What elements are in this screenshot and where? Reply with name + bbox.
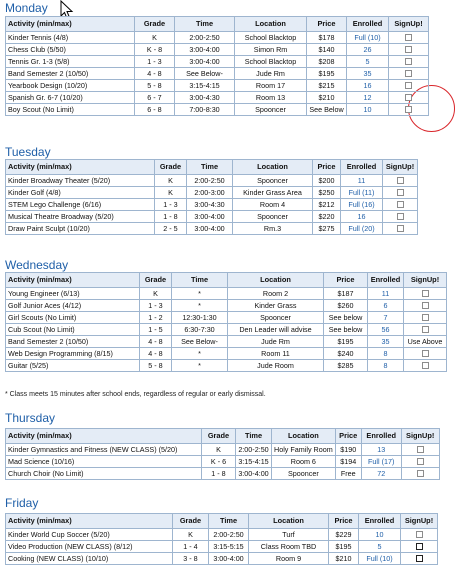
- cell-grade: 3 - 8: [173, 553, 209, 565]
- cell-location: Room 6: [272, 456, 336, 468]
- tuesday-heading: Tuesday: [5, 145, 51, 159]
- cell-grade: 5 - 8: [135, 80, 175, 92]
- table-row: [6, 324, 447, 336]
- column-header-grade: Grade: [202, 429, 236, 444]
- cell-price: See below: [324, 324, 368, 336]
- cell-time: 2:00-2:50: [175, 32, 235, 44]
- cell-location: Spooncer: [272, 468, 336, 480]
- cell-grade: 4 - 8: [135, 68, 175, 80]
- column-header-activity: Activity (min/max): [6, 17, 135, 32]
- cell-enrolled[interactable]: 7: [368, 312, 404, 324]
- cell-time: See Below-: [172, 336, 228, 348]
- cell-time: 3:15-5:15: [209, 541, 249, 553]
- cell-grade: 4 - 8: [140, 336, 172, 348]
- signup-checkbox[interactable]: [422, 290, 429, 297]
- cell-price: $210: [307, 92, 347, 104]
- cell-price: $215: [307, 80, 347, 92]
- column-header-activity: Activity (min/max): [6, 514, 173, 529]
- cell-location: Room 11: [228, 348, 324, 360]
- cell-location: Spooncer: [233, 175, 313, 187]
- table-row: [6, 444, 440, 456]
- cell-time: 2:00-2:50: [236, 444, 272, 456]
- signup-checkbox[interactable]: [405, 34, 412, 41]
- table-row: [6, 456, 440, 468]
- column-header-time: Time: [172, 273, 228, 288]
- cell-signup: [389, 32, 429, 44]
- cell-activity: Boy Scout (No Limit): [6, 104, 135, 116]
- cell-price: $200: [313, 175, 341, 187]
- column-header-signup: SignUp!: [389, 17, 429, 32]
- column-header-enrolled: Enrolled: [359, 514, 401, 529]
- column-header-time: Time: [175, 17, 235, 32]
- cell-signup: [389, 104, 429, 116]
- column-header-price: Price: [335, 429, 361, 444]
- cell-time: *: [172, 360, 228, 372]
- signup-checkbox[interactable]: [397, 177, 404, 184]
- column-header-location: Location: [233, 160, 313, 175]
- cell-price: $240: [324, 348, 368, 360]
- cell-location: Jude Room: [228, 360, 324, 372]
- cell-signup: [404, 336, 447, 348]
- column-header-activity: Activity (min/max): [6, 160, 155, 175]
- cell-grade: 1 - 8: [155, 211, 187, 223]
- monday-schedule-table: [5, 16, 429, 116]
- column-header-price: Price: [324, 273, 368, 288]
- cell-enrolled[interactable]: 12: [347, 92, 389, 104]
- cell-signup: [404, 300, 447, 312]
- cell-activity: Kinder Gymnastics and Fitness (NEW CLASS) (5/20): [6, 444, 202, 456]
- cell-price: $195: [329, 541, 359, 553]
- cell-price: See below: [324, 312, 368, 324]
- cell-activity: Kinder Tennis (4/8): [6, 32, 135, 44]
- cell-time: 3:00-4:00: [175, 44, 235, 56]
- cell-location: Spooncer: [235, 104, 307, 116]
- cell-enrolled[interactable]: Full (17): [361, 456, 401, 468]
- table-row: [6, 44, 429, 56]
- cell-price: $275: [313, 223, 341, 235]
- signup-checkbox[interactable]: [397, 225, 404, 232]
- table-row: [6, 187, 418, 199]
- column-header-location: Location: [228, 273, 324, 288]
- cell-signup: [401, 541, 438, 553]
- cell-grade: 1 - 8: [202, 468, 236, 480]
- table-header-row: [6, 17, 429, 32]
- signup-checkbox[interactable]: [422, 302, 429, 309]
- cell-enrolled[interactable]: 72: [361, 468, 401, 480]
- cell-activity: Mad Science (10/16): [6, 456, 202, 468]
- cell-enrolled[interactable]: 10: [347, 104, 389, 116]
- cell-location: Room 17: [235, 80, 307, 92]
- cell-time: 3:00-4:30: [187, 199, 233, 211]
- signup-checkbox[interactable]: [405, 58, 412, 65]
- cell-activity: Girl Scouts (No Limit): [6, 312, 140, 324]
- table-row: [6, 223, 418, 235]
- cell-time: 3:00-4:30: [175, 92, 235, 104]
- cell-location: Room 13: [235, 92, 307, 104]
- cell-location: Kinder Grass Area: [233, 187, 313, 199]
- cell-time: 3:00-4:00: [175, 56, 235, 68]
- cell-grade: 1 - 3: [155, 199, 187, 211]
- cell-grade: 4 - 8: [140, 348, 172, 360]
- cell-activity: Tennis Gr. 1-3 (5/8): [6, 56, 135, 68]
- cell-grade: K: [202, 444, 236, 456]
- friday-schedule-table: [5, 513, 438, 565]
- cell-signup: [389, 68, 429, 80]
- cell-activity: Chess Club (5/50): [6, 44, 135, 56]
- cell-time: 3:00-4:00: [187, 223, 233, 235]
- column-header-signup: SignUp!: [404, 273, 447, 288]
- cell-location: Kinder Grass: [228, 300, 324, 312]
- cell-grade: 1 - 4: [173, 541, 209, 553]
- column-header-grade: Grade: [135, 17, 175, 32]
- cell-enrolled[interactable]: 16: [347, 80, 389, 92]
- cell-location: Turf: [249, 529, 329, 541]
- cell-enrolled[interactable]: Full (10): [359, 553, 401, 565]
- signup-checkbox[interactable]: [416, 555, 423, 562]
- cell-price: $210: [329, 553, 359, 565]
- table-row: [6, 288, 447, 300]
- cell-signup: [404, 348, 447, 360]
- column-header-time: Time: [209, 514, 249, 529]
- cell-time: 2:00-2:50: [209, 529, 249, 541]
- cell-location: Room 4: [233, 199, 313, 211]
- cell-grade: 6 - 7: [135, 92, 175, 104]
- table-row: [6, 348, 447, 360]
- cell-time: *: [172, 288, 228, 300]
- cell-enrolled[interactable]: 35: [347, 68, 389, 80]
- column-header-grade: Grade: [155, 160, 187, 175]
- cell-enrolled[interactable]: 8: [368, 348, 404, 360]
- signup-checkbox[interactable]: [422, 362, 429, 369]
- cell-activity: Web Design Programming (8/15): [6, 348, 140, 360]
- cell-signup: [404, 312, 447, 324]
- cell-time: 3:15-4:15: [175, 80, 235, 92]
- wednesday-footnote: * Class meets 15 minutes after school ends, regardless of regular or early dismissal.: [5, 391, 266, 398]
- cell-price: $178: [307, 32, 347, 44]
- cell-time: 2:00-2:50: [187, 175, 233, 187]
- signup-checkbox[interactable]: [397, 213, 404, 220]
- cell-location: Class Room TBD: [249, 541, 329, 553]
- cell-enrolled[interactable]: 8: [368, 360, 404, 372]
- cell-enrolled[interactable]: 56: [368, 324, 404, 336]
- cell-activity: Kinder Golf (4/8): [6, 187, 155, 199]
- signup-checkbox[interactable]: [422, 326, 429, 333]
- signup-checkbox[interactable]: [417, 470, 424, 477]
- cell-price: $190: [335, 444, 361, 456]
- signup-checkbox[interactable]: [417, 446, 424, 453]
- table-row: [6, 68, 429, 80]
- cell-signup: [404, 324, 447, 336]
- cell-activity: Spanish Gr. 6-7 (10/20): [6, 92, 135, 104]
- cell-grade: 5 - 8: [140, 360, 172, 372]
- cell-price: $229: [329, 529, 359, 541]
- column-header-signup: SignUp!: [401, 429, 439, 444]
- cell-location: Room 2: [228, 288, 324, 300]
- cell-time: 7:00-8:30: [175, 104, 235, 116]
- cell-time: 2:00-3:00: [187, 187, 233, 199]
- cell-activity: Yearbook Design (10/20): [6, 80, 135, 92]
- table-row: [6, 92, 429, 104]
- cell-signup: [389, 44, 429, 56]
- cell-enrolled[interactable]: 13: [361, 444, 401, 456]
- cell-price: $250: [313, 187, 341, 199]
- cell-time: *: [172, 348, 228, 360]
- cell-location: Den Leader will advise: [228, 324, 324, 336]
- signup-checkbox[interactable]: [405, 106, 412, 113]
- cell-enrolled[interactable]: 5: [347, 56, 389, 68]
- cell-time: 6:30-7:30: [172, 324, 228, 336]
- column-header-enrolled: Enrolled: [368, 273, 404, 288]
- table-row: [6, 360, 447, 372]
- column-header-location: Location: [249, 514, 329, 529]
- column-header-price: Price: [307, 17, 347, 32]
- signup-checkbox[interactable]: [422, 314, 429, 321]
- table-row: [6, 199, 418, 211]
- table-row: [6, 211, 418, 223]
- column-header-location: Location: [272, 429, 336, 444]
- cell-grade: K: [173, 529, 209, 541]
- column-header-grade: Grade: [140, 273, 172, 288]
- monday-heading: Monday: [5, 1, 48, 15]
- cell-time: *: [172, 300, 228, 312]
- column-header-signup: SignUp!: [401, 514, 438, 529]
- cell-activity: Band Semester 2 (10/50): [6, 336, 140, 348]
- cell-signup: [401, 456, 439, 468]
- signup-checkbox[interactable]: [422, 350, 429, 357]
- cell-grade: 2 - 5: [155, 223, 187, 235]
- cell-enrolled[interactable]: 35: [368, 336, 404, 348]
- signup-checkbox[interactable]: [405, 70, 412, 77]
- cell-signup: [383, 223, 418, 235]
- cell-location: Jude Rm: [228, 336, 324, 348]
- cell-price: $285: [324, 360, 368, 372]
- cell-price: $187: [324, 288, 368, 300]
- cell-activity: Kinder World Cup Soccer (5/20): [6, 529, 173, 541]
- table-header-row: [6, 429, 440, 444]
- column-header-grade: Grade: [173, 514, 209, 529]
- cell-price: $195: [324, 336, 368, 348]
- cell-price: Free: [335, 468, 361, 480]
- wednesday-heading: Wednesday: [5, 258, 69, 272]
- table-row: [6, 312, 447, 324]
- signup-checkbox[interactable]: [405, 82, 412, 89]
- cell-grade: K: [140, 288, 172, 300]
- cell-enrolled[interactable]: 11: [341, 175, 383, 187]
- cell-activity: Musical Theatre Broadway (5/20): [6, 211, 155, 223]
- cell-signup: [401, 529, 438, 541]
- cell-grade: K - 6: [202, 456, 236, 468]
- cell-grade: 1 - 3: [135, 56, 175, 68]
- cell-activity: STEM Lego Challenge (6/16): [6, 199, 155, 211]
- cell-location: Holy Family Room: [272, 444, 336, 456]
- column-header-activity: Activity (min/max): [6, 273, 140, 288]
- cell-enrolled[interactable]: Full (20): [341, 223, 383, 235]
- cell-location: Jude Rm: [235, 68, 307, 80]
- table-row: [6, 336, 447, 348]
- cell-enrolled[interactable]: 10: [359, 529, 401, 541]
- column-header-signup: SignUp!: [383, 160, 418, 175]
- cell-location: Simon Rm: [235, 44, 307, 56]
- cell-grade: K: [155, 175, 187, 187]
- cell-signup: [404, 288, 447, 300]
- thursday-schedule-table: [5, 428, 440, 480]
- cell-activity: Cub Scout (No Limit): [6, 324, 140, 336]
- cell-activity: Young Engineer (6/13): [6, 288, 140, 300]
- column-header-price: Price: [313, 160, 341, 175]
- cell-price: $140: [307, 44, 347, 56]
- signup-checkbox[interactable]: [397, 189, 404, 196]
- cell-price: $208: [307, 56, 347, 68]
- signup-checkbox[interactable]: [416, 531, 423, 538]
- cell-price: $220: [313, 211, 341, 223]
- table-header-row: [6, 160, 418, 175]
- cell-time: 3:00-4:00: [209, 553, 249, 565]
- cell-price: $194: [335, 456, 361, 468]
- cell-enrolled[interactable]: 26: [347, 44, 389, 56]
- signup-checkbox[interactable]: [417, 458, 424, 465]
- wednesday-schedule-table: [5, 272, 447, 372]
- signup-checkbox[interactable]: [416, 543, 423, 550]
- signup-checkbox[interactable]: [405, 94, 412, 101]
- cell-signup: [383, 175, 418, 187]
- cell-location: School Blacktop: [235, 32, 307, 44]
- table-row: [6, 468, 440, 480]
- column-header-enrolled: Enrolled: [341, 160, 383, 175]
- cell-location: Room 9: [249, 553, 329, 565]
- table-row: [6, 541, 438, 553]
- cell-location: Rm.3: [233, 223, 313, 235]
- cell-activity: Guitar (5/25): [6, 360, 140, 372]
- cell-signup: [389, 92, 429, 104]
- cell-enrolled[interactable]: 5: [359, 541, 401, 553]
- table-row: [6, 300, 447, 312]
- cell-signup: [401, 553, 438, 565]
- cell-price: See Below: [307, 104, 347, 116]
- column-header-activity: Activity (min/max): [6, 429, 202, 444]
- tuesday-schedule-table: [5, 159, 418, 235]
- table-row: [6, 80, 429, 92]
- cell-signup: [389, 56, 429, 68]
- cell-price: $260: [324, 300, 368, 312]
- cell-price: $195: [307, 68, 347, 80]
- cell-signup: [389, 80, 429, 92]
- cell-location: School Blacktop: [235, 56, 307, 68]
- cell-time: 12:30-1:30: [172, 312, 228, 324]
- cell-grade: K: [155, 187, 187, 199]
- cell-time: 3:00-4:00: [236, 468, 272, 480]
- cell-grade: 1 - 5: [140, 324, 172, 336]
- cell-activity: Golf Junior Aces (4/12): [6, 300, 140, 312]
- cell-enrolled[interactable]: Full (10): [347, 32, 389, 44]
- table-row: [6, 553, 438, 565]
- cell-activity: Kinder Broadway Theater (5/20): [6, 175, 155, 187]
- table-header-row: [6, 273, 447, 288]
- cell-activity: Draw Paint Sculpt (10/20): [6, 223, 155, 235]
- column-header-location: Location: [235, 17, 307, 32]
- cell-signup: [383, 199, 418, 211]
- cell-signup: [401, 444, 439, 456]
- cell-time: 3:15-4:15: [236, 456, 272, 468]
- cell-activity: Video Production (NEW CLASS) (8/12): [6, 541, 173, 553]
- cell-signup: [404, 360, 447, 372]
- thursday-heading: Thursday: [5, 411, 56, 425]
- table-row: [6, 104, 429, 116]
- cell-grade: K: [135, 32, 175, 44]
- cell-enrolled[interactable]: Full (16): [341, 199, 383, 211]
- cell-signup: [401, 468, 439, 480]
- cell-activity: Band Semester 2 (10/50): [6, 68, 135, 80]
- cell-grade: K - 8: [135, 44, 175, 56]
- cell-location: Spooncer: [233, 211, 313, 223]
- signup-text: Use Above: [407, 336, 443, 346]
- cell-enrolled[interactable]: Full (11): [341, 187, 383, 199]
- cell-grade: 1 - 3: [140, 300, 172, 312]
- cell-time: See Below-: [175, 68, 235, 80]
- signup-checkbox[interactable]: [397, 201, 404, 208]
- cell-enrolled[interactable]: 6: [368, 300, 404, 312]
- table-row: [6, 529, 438, 541]
- column-header-time: Time: [236, 429, 272, 444]
- friday-heading: Friday: [5, 496, 39, 510]
- column-header-time: Time: [187, 160, 233, 175]
- cell-price: $212: [313, 199, 341, 211]
- cell-grade: 1 - 2: [140, 312, 172, 324]
- signup-checkbox[interactable]: [405, 46, 412, 53]
- cell-grade: 6 - 8: [135, 104, 175, 116]
- cell-enrolled[interactable]: 16: [341, 211, 383, 223]
- cell-signup: [383, 187, 418, 199]
- cell-location: Spooncer: [228, 312, 324, 324]
- cell-activity: Church Choir (No Limit): [6, 468, 202, 480]
- column-header-enrolled: Enrolled: [347, 17, 389, 32]
- cell-signup: [383, 211, 418, 223]
- table-row: [6, 175, 418, 187]
- table-header-row: [6, 514, 438, 529]
- cell-time: 3:00-4:00: [187, 211, 233, 223]
- column-header-price: Price: [329, 514, 359, 529]
- cell-activity: Cooking (NEW CLASS) (10/10): [6, 553, 173, 565]
- table-row: [6, 32, 429, 44]
- column-header-enrolled: Enrolled: [361, 429, 401, 444]
- cell-enrolled[interactable]: 11: [368, 288, 404, 300]
- table-row: [6, 56, 429, 68]
